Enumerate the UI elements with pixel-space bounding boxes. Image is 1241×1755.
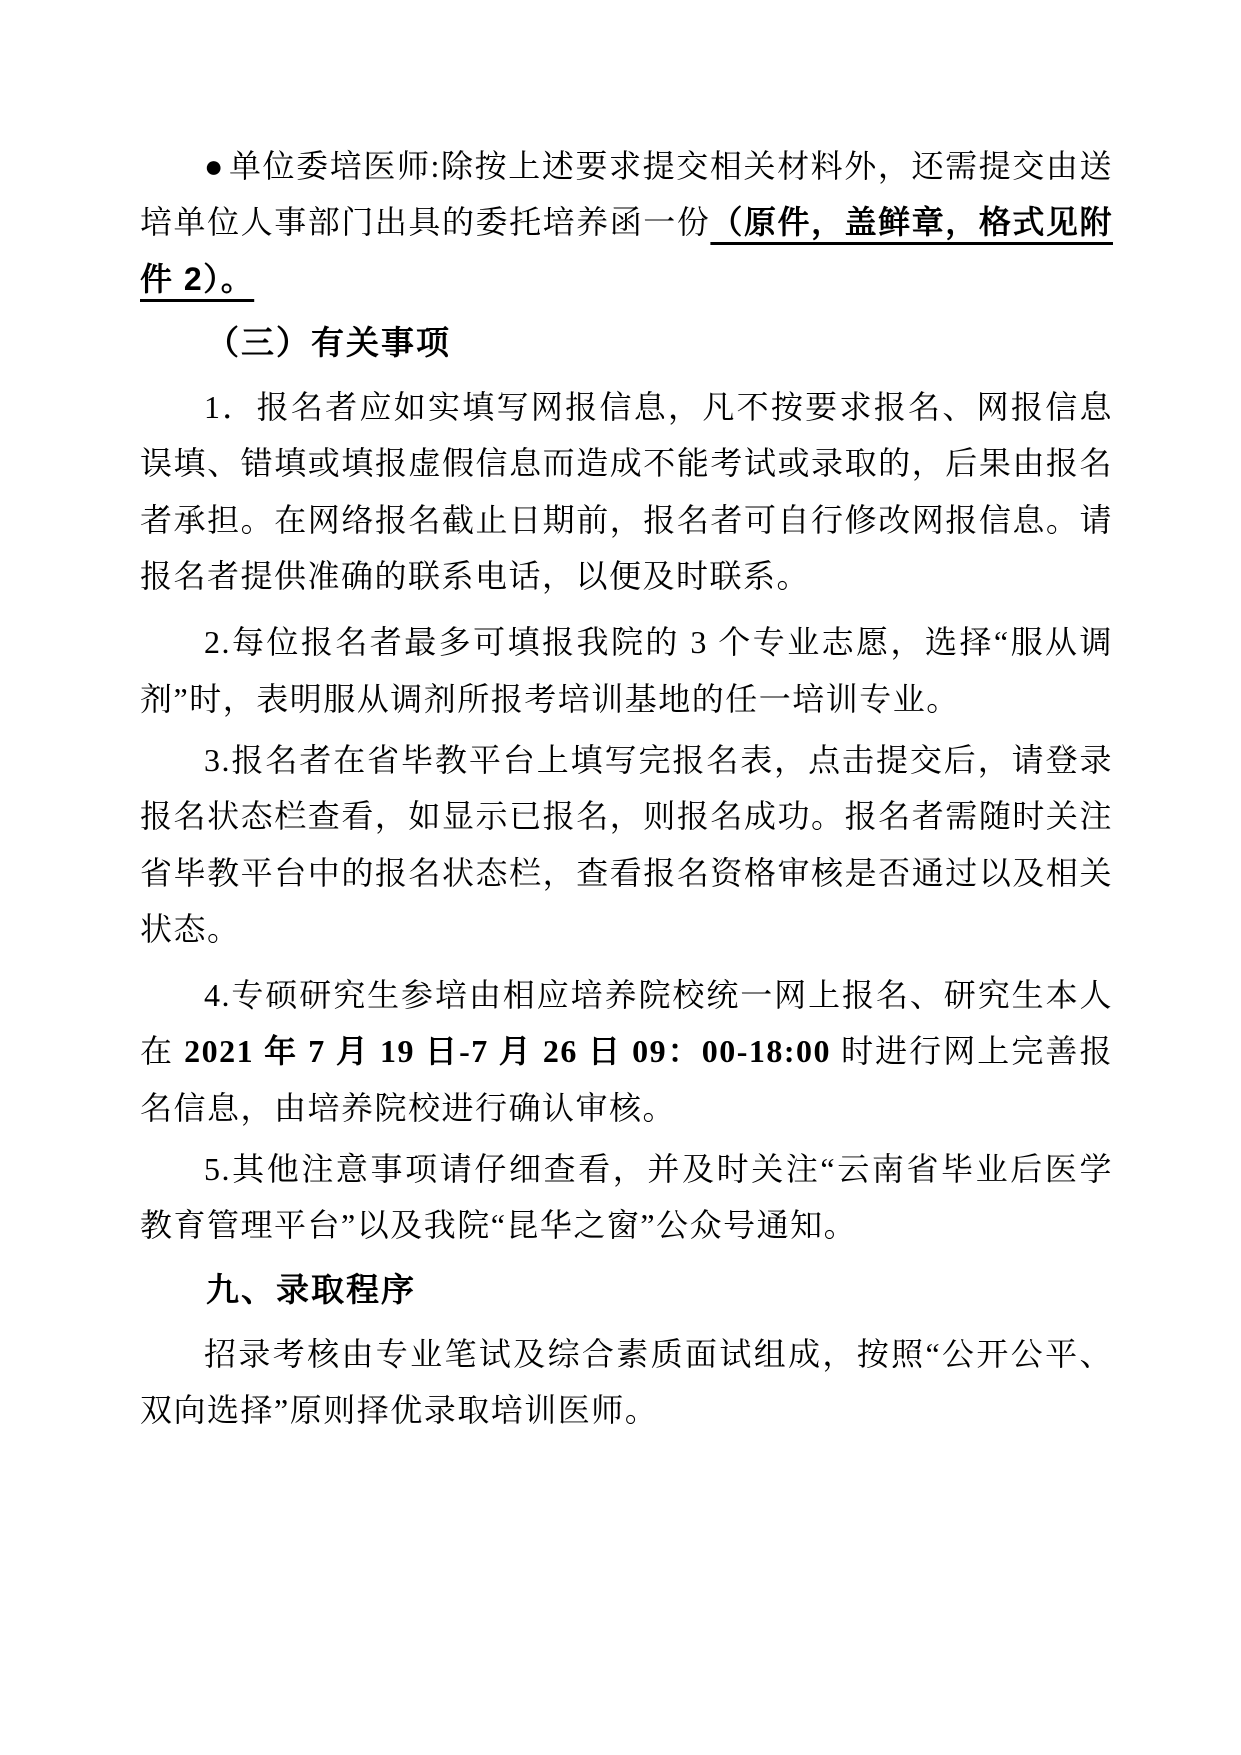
- bullet-icon: ●: [204, 148, 225, 184]
- chapter-heading-admission-procedure: 九、录取程序: [206, 1270, 416, 1308]
- closing-paragraph: 招录考核由专业笔试及综合素质面试组成，按照“公开公平、双向选择”原则择优录取培训医师。: [140, 1335, 1113, 1429]
- bullet-paragraph: [140, 138, 1113, 307]
- item-4-text-before-date: 4.专硕研究生参培由相应培养院校统一网上报名、研究生本人在: [140, 977, 1113, 1070]
- item-5-paragraph: 5.其他注意事项请仔细查看，并及时关注“云南省毕业后医学教育管理平台”以及我院“昆华之窗”公众号通知。: [140, 1151, 1113, 1244]
- section-heading-related-matters: （三）有关事项: [206, 323, 451, 361]
- emphasized-attachment-note: （原件，盖鲜章，格式见附件 2）。: [140, 204, 1113, 297]
- item-1-paragraph: 1．报名者应如实填写网报信息，凡不按要求报名、网报信息误填、错填或填报虚假信息而造成不能考试或录取的，后果由报名者承担。在网络报名截止日期前，报名者可自行修改网报信息。请报名者提供准确的联系电话，以便及时联系。: [140, 389, 1113, 594]
- item-2-paragraph: 2.每位报名者最多可填报我院的 3 个专业志愿，选择“服从调剂”时，表明服从调剂所报考培训基地的任一培训专业。: [140, 624, 1113, 717]
- item-4-paragraph: [140, 967, 1113, 1136]
- item-3-paragraph: 3.报名者在省毕教平台上填写完报名表，点击提交后，请登录报名状态栏查看，如显示已报名，则报名成功。报名者需随时关注省毕教平台中的报名状态栏，查看报名资格审核是否通过以及相关状态。: [140, 741, 1113, 947]
- bullet-paragraph-text: 单位委培医师:除按上述要求提交相关材料外，还需提交由送培单位人事部门出具的委托培养函一份: [140, 148, 1113, 241]
- item-4-text-after-date: 时进行网上完善报名信息，由培养院校进行确认审核。: [140, 1033, 1113, 1126]
- registration-date-range: 2021 年 7 月 19 日-7 月 26 日 09：00-18:00: [184, 1033, 832, 1070]
